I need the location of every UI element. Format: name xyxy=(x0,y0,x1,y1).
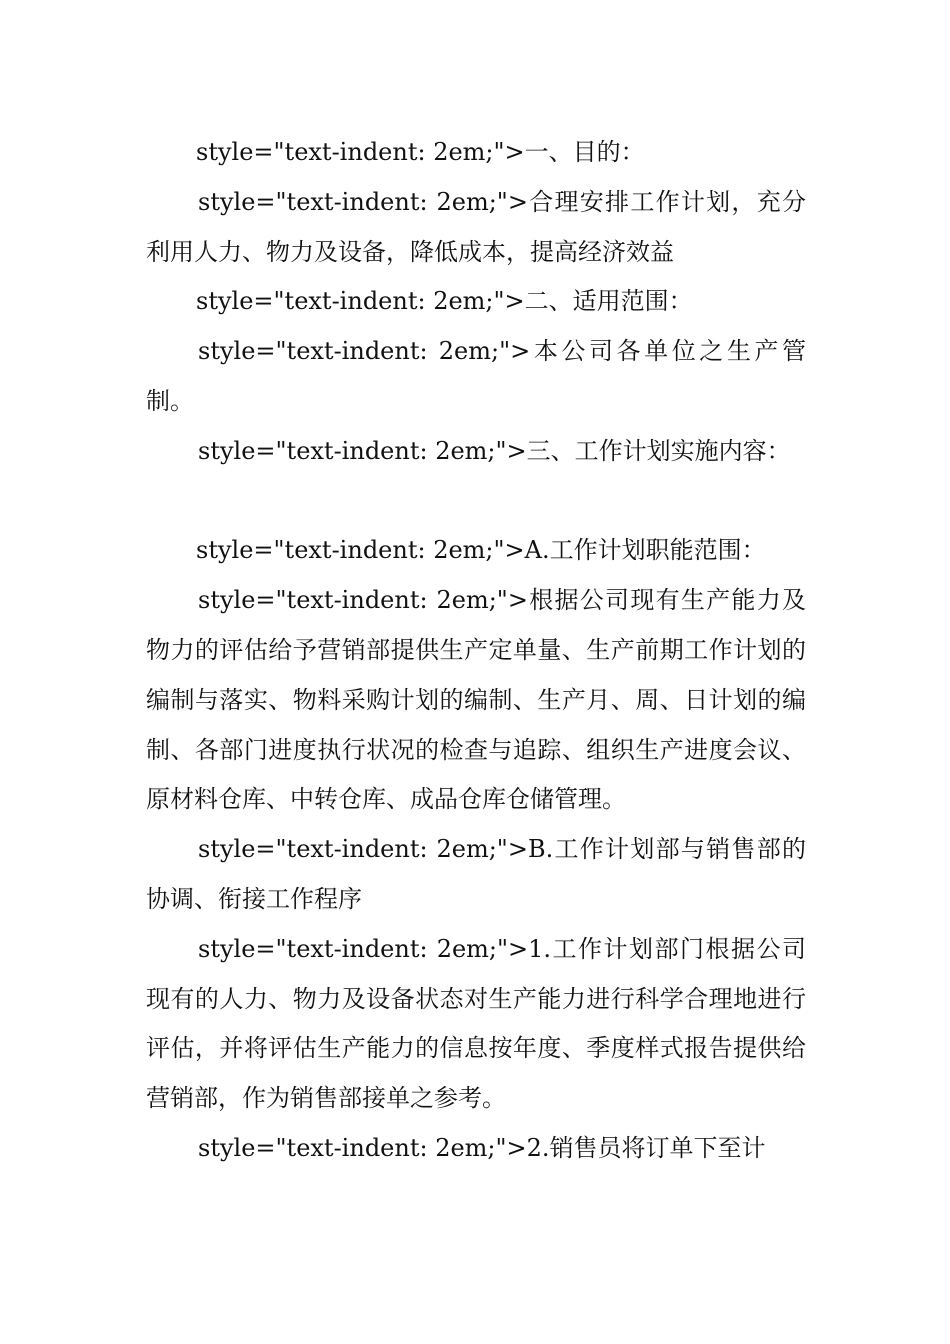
paragraph-item-2: style="text-indent: 2em;">2.销售员将订单下至计 xyxy=(198,1133,766,1162)
paragraph-scope: style="text-indent: 2em;">本公司各单位之生产管制。 xyxy=(146,337,806,415)
section-heading-purpose: style="text-indent: 2em;">一、目的： xyxy=(196,138,645,166)
paragraph-item-1: style="text-indent: 2em;">1.工作计划部门根据公司现有的人力、物力及设备状态对生产能力进行科学合理地进行评估，并将评估生产能力的信息按年度、季度样式报告提供给营销部，作为销售部接单之参考。 xyxy=(146,934,806,1113)
document-body xyxy=(146,128,806,1174)
subsection-heading-b: style="text-indent: 2em;">B.工作计划部与销售部的协调、衔接工作程序 xyxy=(146,835,806,913)
paragraph-purpose: style="text-indent: 2em;">合理安排工作计划，充分利用人力、物力及设备，降低成本，提高经济效益 xyxy=(146,187,806,266)
paragraph-functions: style="text-indent: 2em;">根据公司现有生产能力及物力的评估给予营销部提供生产定单量、生产前期工作计划的编制与落实、物料采购计划的编制、生产月、周、日计划的编制、各部门进度执行状况的检查与追踪、组织生产进度会议、原材料仓库、中转仓库、成品仓库仓储管理。 xyxy=(146,586,806,814)
subsection-heading-a: style="text-indent: 2em;">A.工作计划职能范围： xyxy=(196,536,766,565)
section-heading-scope: style="text-indent: 2em;">二、适用范围： xyxy=(196,287,693,316)
section-heading-content: style="text-indent: 2em;">三、工作计划实施内容： xyxy=(198,436,791,465)
blank-line xyxy=(146,477,806,527)
